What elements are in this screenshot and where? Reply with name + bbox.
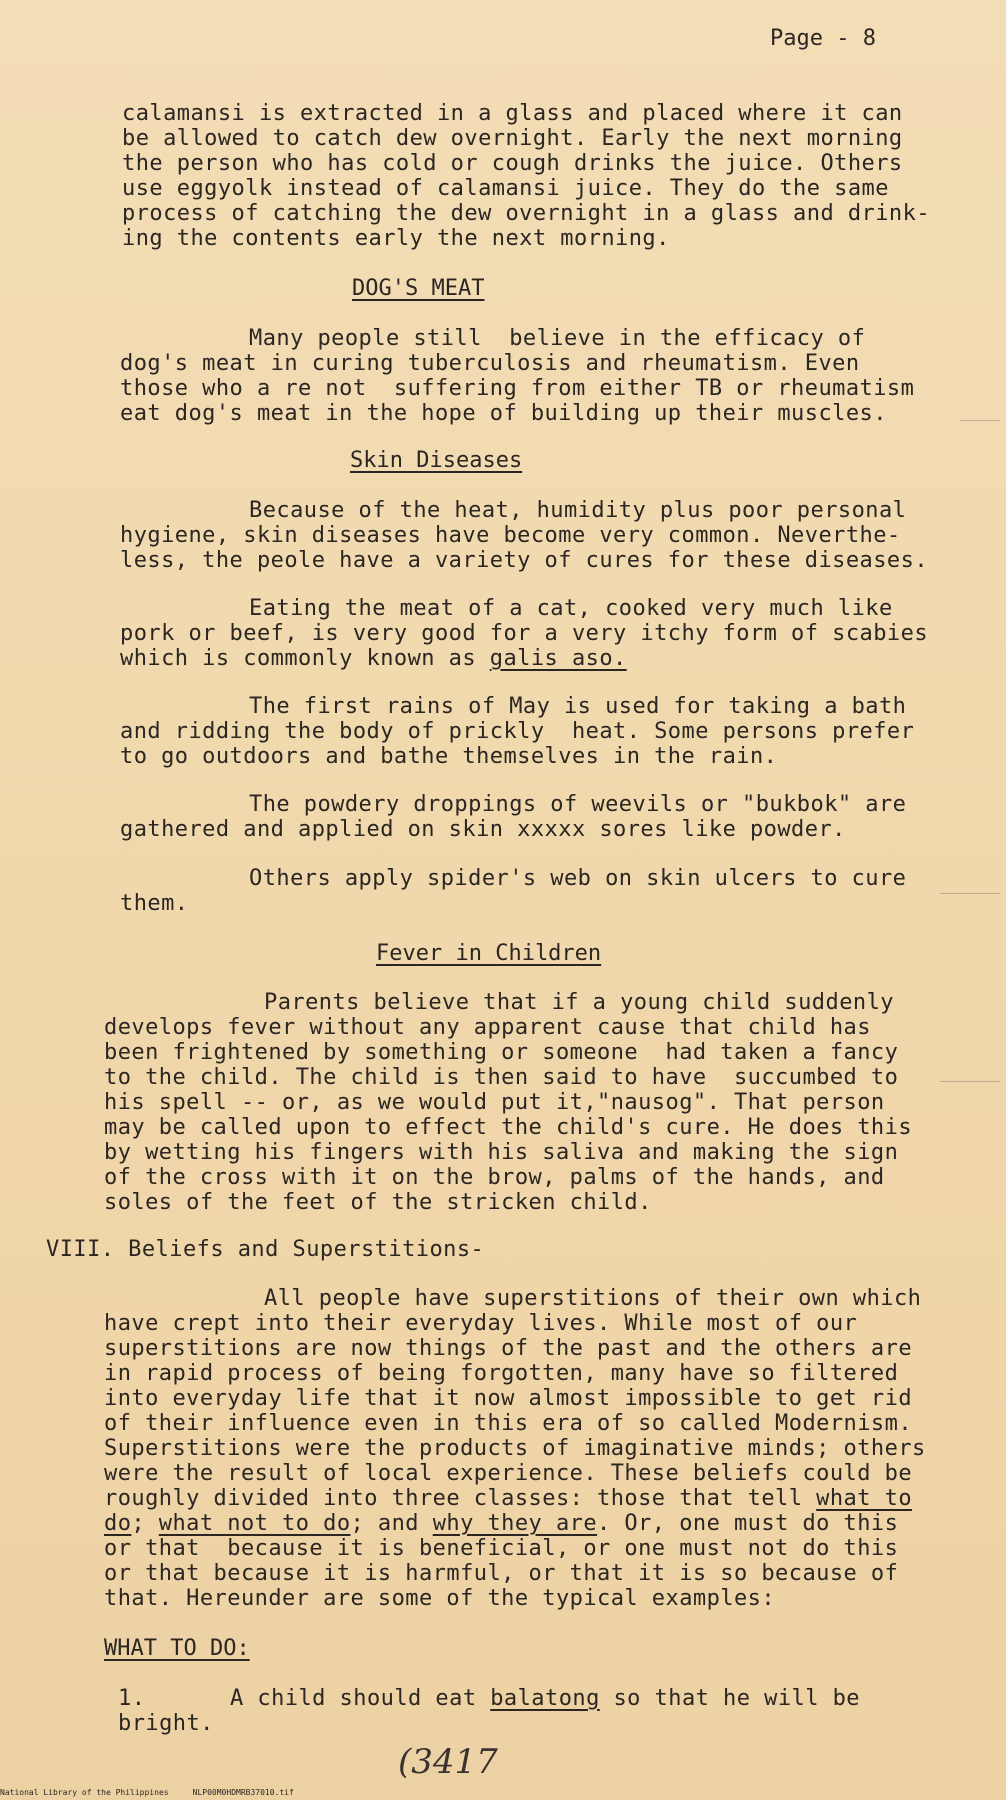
p1-line: use eggyolk instead of calamansi juice. They do the same xyxy=(122,176,889,201)
paper-mark xyxy=(940,1081,1000,1082)
p4-line: Eating the meat of a cat, cooked very much like xyxy=(249,596,893,621)
p8-line: to the child. The child is then said to have succumbed to xyxy=(104,1065,899,1090)
page-number: Page - 8 xyxy=(770,26,876,51)
heading-fever-in-children: Fever in Children xyxy=(376,941,602,966)
p1-line: ing the contents early the next morning. xyxy=(122,226,670,251)
p6-line: The powdery droppings of weevils or "bukbok" are xyxy=(249,792,907,817)
p8-line: been frightened by something or someone had taken a fancy xyxy=(104,1040,899,1065)
p9-line xyxy=(104,1511,898,1536)
p9-line: superstitions are now things of the past and the others are xyxy=(104,1336,913,1361)
p9-text: ; and xyxy=(350,1511,433,1536)
paper-mark xyxy=(940,893,1000,894)
term-balatong: balatong xyxy=(490,1686,600,1711)
handwritten-number: (3417 xyxy=(398,1742,498,1782)
p5-line: to go outdoors and bathe themselves in the rain. xyxy=(120,744,778,769)
p9-text: roughly divided into three classes: those that tell xyxy=(104,1486,817,1511)
item1-text: so that he will be xyxy=(599,1686,860,1711)
p3-line: less, the peole have a variety of cures for these diseases. xyxy=(120,548,929,573)
p2-line: eat dog's meat in the hope of building up their muscles. xyxy=(120,401,887,426)
heading-skin-diseases: Skin Diseases xyxy=(350,448,523,473)
p6-line: gathered and applied on skin xxxxx sores like powder. xyxy=(120,817,846,842)
p1-line: calamansi is extracted in a glass and placed where it can xyxy=(122,101,903,126)
p9-text: ; xyxy=(131,1511,159,1536)
p8-line: soles of the feet of the stricken child. xyxy=(104,1190,652,1215)
p9-line: All people have superstitions of their own which xyxy=(264,1286,922,1311)
p9-line: that. Hereunder are some of the typical examples: xyxy=(104,1586,776,1611)
p5-line: and ridding the body of prickly heat. Some persons prefer xyxy=(120,719,915,744)
p8-line: may be called upon to effect the child's cure. He does this xyxy=(104,1115,913,1140)
item1-text: A child should eat xyxy=(230,1686,491,1711)
p8-line: his spell -- or, as we would put it,"nausog". That person xyxy=(104,1090,885,1115)
p8-line: develops fever without any apparent cause that child has xyxy=(104,1015,871,1040)
paper-mark xyxy=(960,420,1000,421)
p9-text: . Or, one must do this xyxy=(597,1511,899,1536)
term-galis-aso: galis aso. xyxy=(489,646,627,671)
list-item-text xyxy=(230,1686,860,1711)
p8-line: of the cross with it on the brow, palms of the hands, and xyxy=(104,1165,885,1190)
p8-line: Parents believe that if a young child suddenly xyxy=(264,990,894,1015)
list-item-text: bright. xyxy=(118,1711,214,1736)
p1-line: be allowed to catch dew overnight. Early the next morning xyxy=(122,126,903,151)
p9-line: or that because it is harmful, or that it is so because of xyxy=(104,1561,899,1586)
p2-line: those who a re not suffering from either TB or rheumatism xyxy=(120,376,915,401)
list-item-number: 1. xyxy=(118,1686,146,1711)
p7-line: Others apply spider's web on skin ulcers to cure xyxy=(249,866,907,891)
p9-line xyxy=(104,1486,912,1511)
section-heading-viii: VIII. Beliefs and Superstitions- xyxy=(46,1237,485,1262)
phrase-do: do xyxy=(104,1511,132,1536)
p9-line: or that because it is beneficial, or one must not do this xyxy=(104,1536,899,1561)
phrase-why-they-are: why they are xyxy=(432,1511,598,1536)
p9-line: in rapid process of being forgotten, many have so filtered xyxy=(104,1361,899,1386)
p2-line: dog's meat in curing tuberculosis and rheumatism. Even xyxy=(120,351,860,376)
p7-line: them. xyxy=(120,891,189,916)
p4-line xyxy=(120,646,627,671)
p5-line: The first rains of May is used for taking a bath xyxy=(249,694,907,719)
p4-line: pork or beef, is very good for a very itchy form of scabies xyxy=(120,621,929,646)
phrase-what-not-to-do: what not to do xyxy=(158,1511,351,1536)
p1-line: process of catching the dew overnight in a glass and drink- xyxy=(122,201,931,226)
heading-dogs-meat: DOG'S MEAT xyxy=(352,276,485,301)
p9-line: of their influence even in this era of so called Modernism. xyxy=(104,1411,913,1436)
heading-what-to-do: WHAT TO DO: xyxy=(104,1636,250,1661)
p9-line: have crept into their everyday lives. While most of our xyxy=(104,1311,858,1336)
footer-caption: National Library of the Philippines NLP00M0HDMRB37010.tif xyxy=(0,1788,294,1797)
p4-text: which is commonly known as xyxy=(120,646,490,671)
p2-line: Many people still believe in the efficacy of xyxy=(249,326,866,351)
p9-line: into everyday life that it now almost impossible to get rid xyxy=(104,1386,913,1411)
p9-line: were the result of local experience. These beliefs could be xyxy=(104,1461,913,1486)
phrase-what-to: what to xyxy=(816,1486,913,1511)
p9-line: Superstitions were the products of imaginative minds; others xyxy=(104,1436,926,1461)
p3-line: Because of the heat, humidity plus poor personal xyxy=(249,498,907,523)
p1-line: the person who has cold or cough drinks the juice. Others xyxy=(122,151,903,176)
p3-line: hygiene, skin diseases have become very common. Neverthe- xyxy=(120,523,901,548)
p8-line: by wetting his fingers with his saliva and making the sign xyxy=(104,1140,899,1165)
